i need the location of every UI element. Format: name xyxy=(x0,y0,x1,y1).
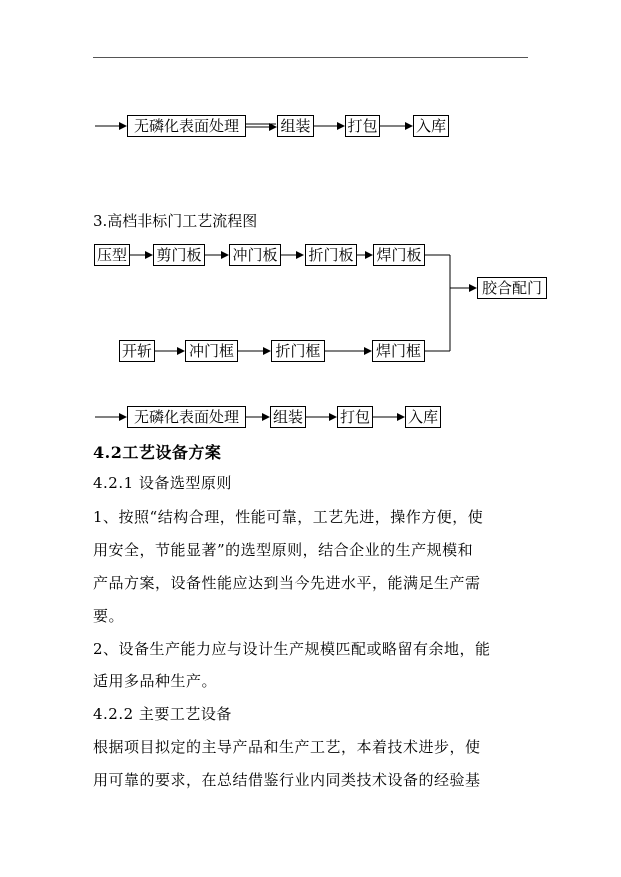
flow3-title: 3.高档非标门工艺流程图 xyxy=(93,212,258,230)
subheading-selection-principle: 4.2.1 设备选型原则 xyxy=(93,474,232,492)
flow3-box-glue-assembly: 胶合配门 xyxy=(477,277,547,299)
flow1-box-surface-treatment: 无磷化表面处理 xyxy=(127,115,246,137)
section-heading: 4.2工艺设备方案 xyxy=(93,443,222,462)
flow3-box-weld-door-frame: 焊门框 xyxy=(372,340,425,362)
flow3-box-weld-door-panel: 焊门板 xyxy=(373,244,425,266)
flow3-box-cutting: 开斩 xyxy=(119,340,155,362)
paragraph-line: 2、设备生产能力应与设计生产规模匹配或略留有余地，能 xyxy=(93,640,491,658)
flow3-box-fold-door-frame: 折门框 xyxy=(271,340,325,362)
flow3-box-press-forming: 压型 xyxy=(94,244,130,266)
paragraph-line: 1、按照“结构合理，性能可靠，工艺先进，操作方便，使 xyxy=(93,508,484,526)
paragraph-line: 根据项目拟定的主导产品和生产工艺，本着技术进步，使 xyxy=(93,738,481,756)
flow3-box-packing: 打包 xyxy=(337,406,373,428)
paragraph-line: 适用多品种生产。 xyxy=(93,672,218,690)
flow3-box-cut-door-panel: 剪门板 xyxy=(153,244,205,266)
flow1-box-storage: 入库 xyxy=(413,115,449,137)
paragraph-line: 用可靠的要求，在总结借鉴行业内同类技术设备的经验基 xyxy=(93,771,481,789)
paragraph-line: 产品方案，设备性能应达到当今先进水平，能满足生产需 xyxy=(93,574,481,592)
paragraph-line: 要。 xyxy=(93,607,125,625)
flow1-box-assembly: 组装 xyxy=(277,115,314,137)
flow3-box-punch-door-panel: 冲门板 xyxy=(229,244,281,266)
flow3-box-fold-door-panel: 折门板 xyxy=(305,244,357,266)
flow3-box-storage: 入库 xyxy=(405,406,441,428)
flow3-box-surface-treatment: 无磷化表面处理 xyxy=(127,406,246,428)
flow3-box-punch-door-frame: 冲门框 xyxy=(185,340,238,362)
flow3-box-assembly: 组装 xyxy=(270,406,306,428)
paragraph-line: 用安全，节能显著”的选型原则，结合企业的生产规模和 xyxy=(93,541,474,559)
subheading-main-equipment: 4.2.2 主要工艺设备 xyxy=(93,705,232,723)
flow1-box-packing: 打包 xyxy=(345,115,380,137)
